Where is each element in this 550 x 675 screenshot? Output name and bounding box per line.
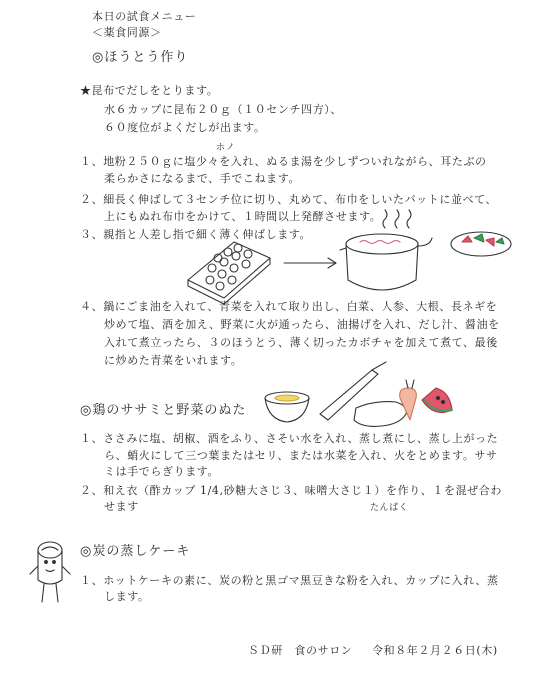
hoto-step-3-line-1: ３、親指と人差し指で細く薄く伸ばします。 xyxy=(80,228,312,241)
tray-illustration xyxy=(182,238,274,304)
hoto-step-2-line-2: 上にもぬれ布巾をかけて、１時間以上発酵させます。 xyxy=(104,210,382,223)
dish-illustration xyxy=(448,226,514,260)
ruby-note: ホノ xyxy=(216,143,236,153)
cake-step-1-line-1: １、ホットケーキの素に、炭の粉と黒ゴマ黒豆きな粉を入れ、カップに入れ、蒸 xyxy=(80,574,499,587)
cake-step-1-line-2: します。 xyxy=(104,590,150,603)
nuta-step-1-line-3: ミは手でらぎります。 xyxy=(104,465,220,478)
dashi-line-2: ６０度位がよくだしが出ます。 xyxy=(104,121,266,134)
pot-illustration xyxy=(338,228,438,298)
footer-org: ＳＤ研 食のサロン xyxy=(248,644,353,657)
bowl-illustration xyxy=(262,390,312,426)
dashi-title: ★昆布でだしをとります。 xyxy=(80,84,219,97)
hoto-step-4-line-3: 入れて煮立ったら、３のほうとう、薄く切ったカボチャを加えて煮て、最後 xyxy=(104,336,498,349)
nuta-step-2-line-2: せます xyxy=(104,500,139,513)
hoto-step-1-line-2: 柔らかさになるまで、手でこねます。 xyxy=(104,172,301,185)
theme-heading: ＜薬食同源＞ xyxy=(92,26,162,39)
hoto-step-1-line-1: １、地粉２５０ｇに塩少々を入れ、ぬるま湯を少しずついれながら、耳たぶの xyxy=(80,155,487,168)
hoto-step-4-line-2: 炒めて塩、酒を加え、野菜に火が通ったら、油揚げを入れ、だし汁、醤油を xyxy=(104,318,500,331)
nuta-step-1-line-1: １、ささみに塩、胡椒、酒をふり、さそい水を入れ、蒸し煮にし、蒸し上がった xyxy=(80,432,499,445)
mascot-illustration xyxy=(28,540,72,606)
section-title-nuta: ◎鶏のササミと野菜のぬた xyxy=(80,403,247,418)
section-title-cake: ◎炭の蒸しケーキ xyxy=(80,544,191,559)
steam-illustration xyxy=(380,208,420,230)
nuta-step-2-line-1: ２、和え衣（酢カップ 1/4,砂糖大さじ３、味噌大さじ１）を作り、１を混ぜ合わ xyxy=(80,484,502,497)
section-title-hoto: ◎ほうとう作り xyxy=(92,50,189,65)
menu-title: 本日の試食メニュー xyxy=(92,10,197,23)
handwritten-note: たんぱく xyxy=(370,503,409,513)
hoto-step-2-line-1: ２、細長く伸ばして３センチ位に切り、丸めて、布巾をしいたバットに並べて、 xyxy=(80,193,498,206)
dashi-line-1: 水６カップに昆布２０ｇ（１０センチ四方）、 xyxy=(104,103,342,116)
arrow-icon xyxy=(282,256,342,270)
vegetables-illustration xyxy=(316,360,464,436)
hoto-step-4-line-4: に炒めた青菜をいれます。 xyxy=(104,354,243,367)
footer-date: 令和８年２月２６日(木) xyxy=(372,644,498,657)
hoto-step-4-line-1: ４、鍋にごま油を入れて、青菜を入れて取り出し、白菜、人参、大根、長ネギを xyxy=(80,300,498,313)
nuta-step-1-line-2: ら、蛸火にして三つ葉またはセリ、または水菜を入れ、火をとめます。ササ xyxy=(104,449,498,462)
